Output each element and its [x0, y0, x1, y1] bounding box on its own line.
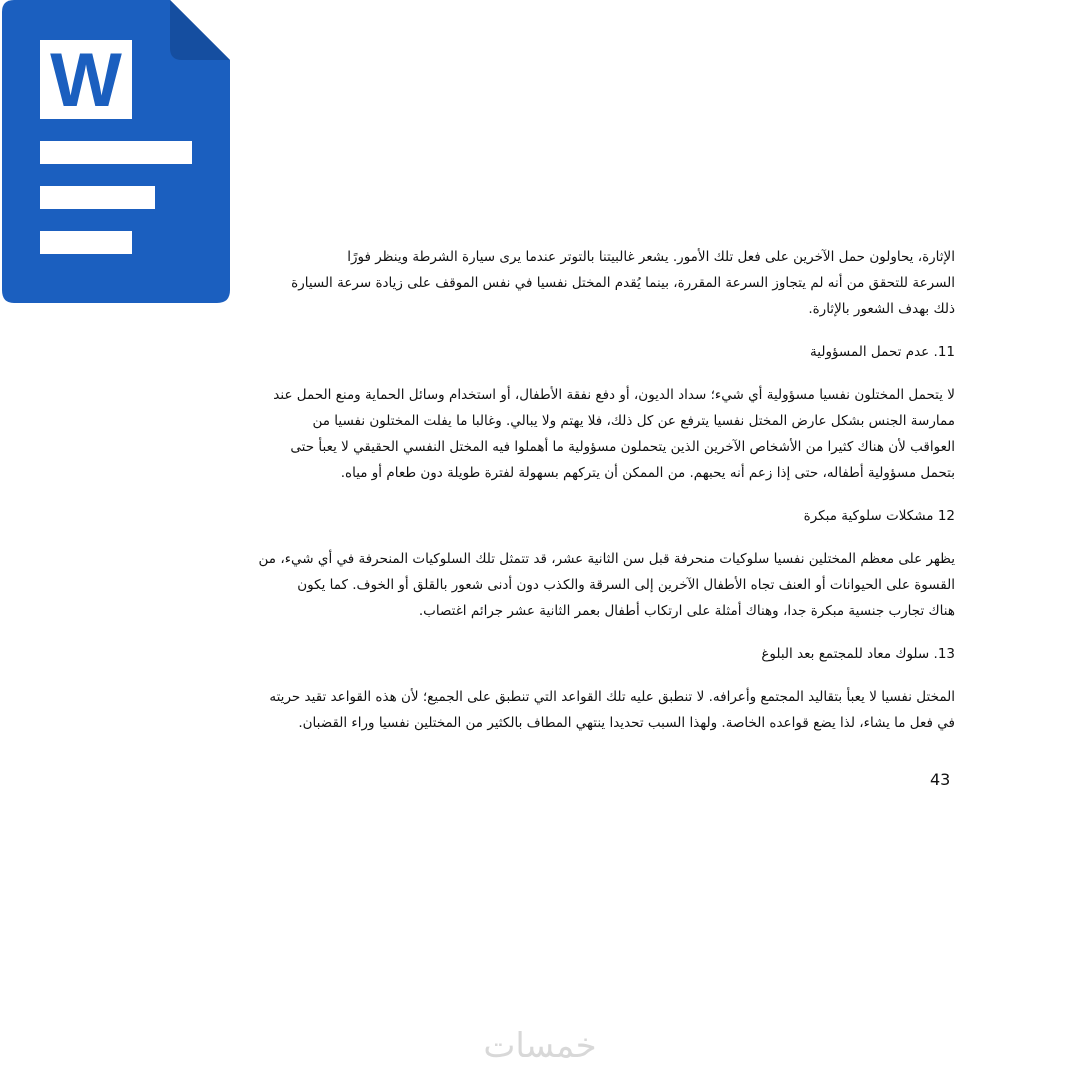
paragraph-line: ذلك بهدف الشعور بالإثارة. — [808, 301, 955, 317]
paragraph-line: هناك تجارب جنسية مبكرة جدا، وهناك أمثلة على ارتكاب أطفال بعمر الثانية عشر جرائم اغتصاب. — [418, 603, 955, 619]
paragraph-line: العواقب لأن هناك كثيرا من الأشخاص الآخرين الذين يتحملون مسؤولية ما أهملوا فيه المختل النفسي الحقيقي لا يعبأ حتى — [290, 439, 955, 455]
paragraph — [160, 684, 955, 736]
paragraph-line: القسوة على الحيوانات أو العنف تجاه الأطفال الآخرين إلى السرقة والكذب دون أدنى شعور بالقلق أو الخوف. كما يكون — [297, 577, 955, 593]
section-heading: 12 مشكلات سلوكية مبكرة — [803, 508, 955, 524]
paragraph — [160, 546, 955, 624]
paragraph-line: ممارسة الجنس بشكل عارض المختل نفسيا يترفع عن كل ذلك، فلا يهتم ولا يبالي. وغالبا ما يفلت المختلون نفسيا من — [312, 413, 955, 429]
paragraph-line: يظهر على معظم المختلين نفسيا سلوكيات منحرفة قبل سن الثانية عشر، قد تتمثل تلك السلوكيات المنحرفة في أي شيء، من — [258, 551, 955, 567]
paragraph-line: لا يتحمل المختلون نفسيا مسؤولية أي شيء؛ سداد الديون، أو دفع نفقة الأطفال، أو استخدام وسائل الحماية ومنع الحمل عند — [273, 387, 955, 403]
paragraph-line: في فعل ما يشاء، لذا يضع قواعده الخاصة. ولهذا السبب تحديدا ينتهي المطاف بالكثير من المختلين نفسيا وراء القضبان. — [298, 715, 955, 731]
watermark: خمسات — [483, 1026, 597, 1066]
paragraph — [160, 244, 955, 322]
paragraph-line: الإثارة، يحاولون حمل الآخرين على فعل تلك الأمور. يشعر غالبيتنا بالتوتر عندما يرى سيارة الشرطة وينظر فورًا — [347, 249, 955, 265]
microsoft-word-icon — [2, 0, 230, 303]
paragraph-line: السرعة للتحقق من أنه لم يتجاوز السرعة المقررة، بينما يُقدم المختل نفسيا في نفس الموقف على زيادة سرعة السيارة — [291, 275, 955, 291]
paragraph-line: المختل نفسيا لا يعبأ بتقاليد المجتمع وأعرافه. لا تنطبق عليه تلك القواعد التي تنطبق على الجميع؛ لأن هذه القواعد تقيد حريته — [269, 689, 955, 705]
section-heading: 13. سلوك معاد للمجتمع بعد البلوغ — [761, 646, 955, 662]
page-number: 43 — [930, 770, 951, 789]
paragraph-line: بتحمل مسؤولية أطفاله، حتى إذا زعم أنه يحبهم. من الممكن أن يتركهم بسهولة لفترة طويلة دون طعام أو مياه. — [340, 465, 955, 481]
svg-text:W: W — [50, 38, 122, 123]
document-body — [160, 244, 955, 753]
section-heading: 11. عدم تحمل المسؤولية — [810, 344, 955, 360]
paragraph — [160, 382, 955, 486]
